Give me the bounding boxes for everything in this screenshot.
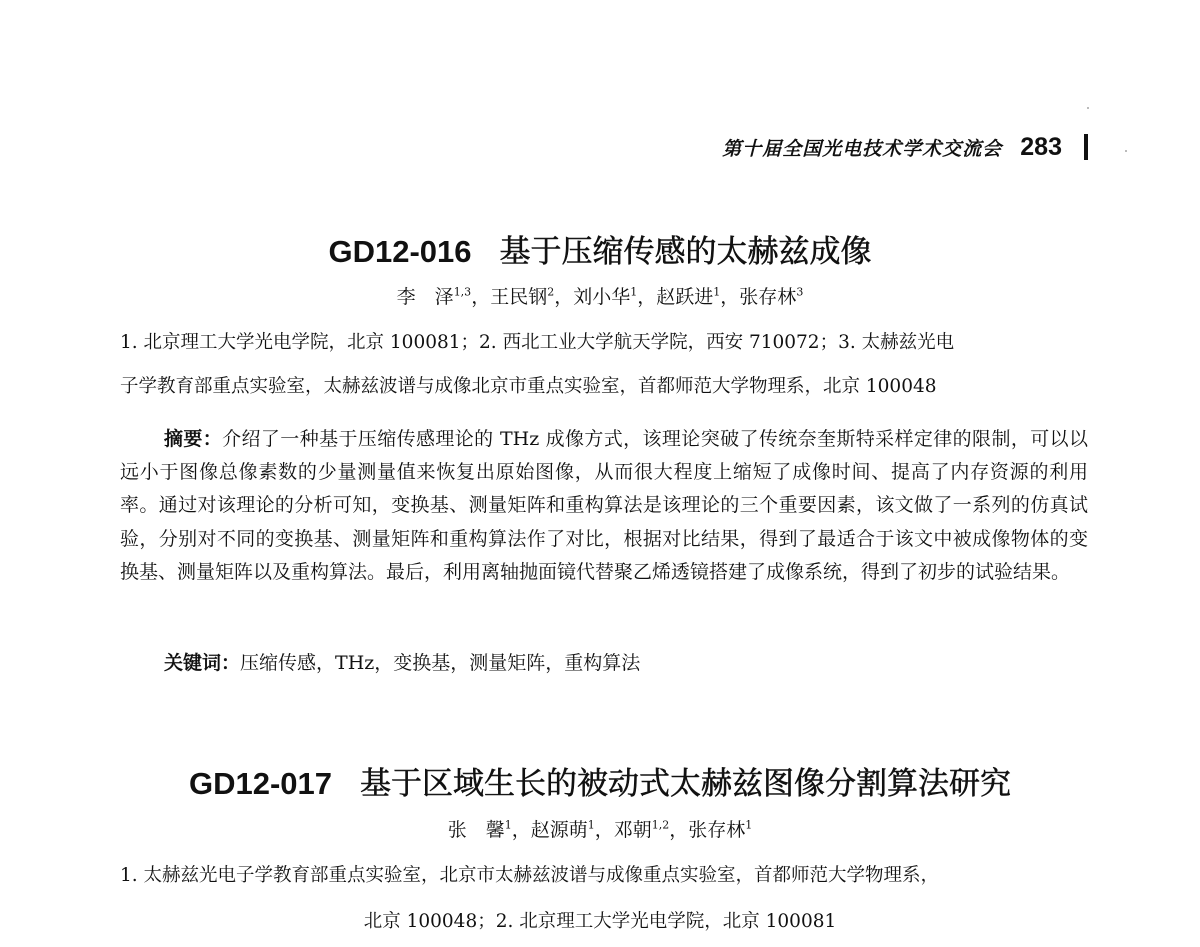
author-affil-mark: 2: [547, 285, 555, 299]
author-name: 张存林: [688, 819, 746, 841]
affiliation-line: 北京 100048；2. 北京理工大学光电学院，北京 100081: [363, 911, 837, 932]
paper-code: GD12-017: [188, 766, 333, 801]
author-name: 张 馨: [447, 819, 505, 841]
author-name: 赵源萌: [530, 819, 588, 841]
author-list: 李 泽$^{1,3}$，王民钢$^2$，刘小华$^1$，赵跃进$^1$，张存林$^3$: [396, 285, 804, 308]
author-affil-mark: 1: [504, 818, 512, 832]
affiliation-line: 1. 太赫兹光电子学教育部重点实验室，北京市太赫兹波谱与成像重点实验室，首都师范大学物理系，: [120, 865, 940, 886]
author-affil-mark: 1,3: [453, 285, 472, 299]
author-name: 赵跃进: [656, 286, 714, 308]
abstract-label: 摘要：: [164, 428, 223, 450]
paper-title: [0, 226, 1200, 271]
author-name: 邓朝: [613, 819, 652, 841]
scan-speck: [1125, 150, 1127, 152]
paper-title: [0, 758, 1200, 803]
paper-code: GD12-016: [328, 234, 472, 269]
author-list: 张 馨$^1$，赵源萌$^1$，邓朝$^{1,2}$，张存林$^1$: [447, 818, 753, 841]
author-name: 张存林: [739, 286, 797, 308]
keywords-line: [164, 648, 640, 675]
conference-name: 第十届全国光电技术学术交流会: [722, 137, 1003, 160]
keywords-label: 关键词：: [164, 652, 241, 674]
scan-speck: [1087, 107, 1089, 109]
author-affil-mark: 1,2: [651, 818, 670, 832]
author-affil-mark: 1: [587, 818, 595, 832]
abstract-text: 介绍了一种基于压缩传感理论的 THz 成像方式，该理论突破了传统奈奎斯特采样定律的限制，可以以远小于图像总像素数的少量测量值来恢复出原始图像，从而很大程度上缩短了成像时间、提高了内存资源的利用率。通过对该理论的分析可知，变换基、测量矩阵和重构算法是该理论的三个重要因素，该文做了一系列的仿真试验，分别对不同的变换基、测量矩阵和重构算法作了对比，根据对比结果，得到了最适合于该文中被成像物体的变换基、测量矩阵以及重构算法。最后，利用离轴抛面镜代替聚乙烯透镜搭建了成像系统，得到了初步的试验结果。: [120, 428, 1088, 583]
author-name: 刘小华: [573, 286, 631, 308]
affiliation-line: 子学教育部重点实验室，太赫兹波谱与成像北京市重点实验室，首都师范大学物理系，北京 100048: [120, 376, 937, 397]
keywords-text: 压缩传感，THz，变换基，测量矩阵，重构算法: [240, 652, 641, 674]
author-affil-mark: 1: [713, 285, 721, 299]
author-name: 李 泽: [396, 286, 454, 308]
author-affil-mark: 3: [796, 285, 804, 299]
running-header: [722, 130, 1088, 164]
affiliation-line: 1. 北京理工大学光电学院，北京 100081；2. 西北工业大学航天学院，西安 710072；3. 太赫兹光电: [120, 332, 955, 353]
paper-title-text: 基于压缩传感的太赫兹成像: [499, 234, 872, 270]
abstract-paragraph: [120, 423, 1088, 589]
header-rule: [1084, 134, 1088, 160]
paper-title-text: 基于区域生长的被动式太赫兹图像分割算法研究: [360, 766, 1012, 802]
author-affil-mark: 1: [630, 285, 638, 299]
author-name: 王民钢: [490, 286, 548, 308]
page-number: 283: [1020, 132, 1062, 161]
author-affil-mark: 1: [745, 818, 753, 832]
